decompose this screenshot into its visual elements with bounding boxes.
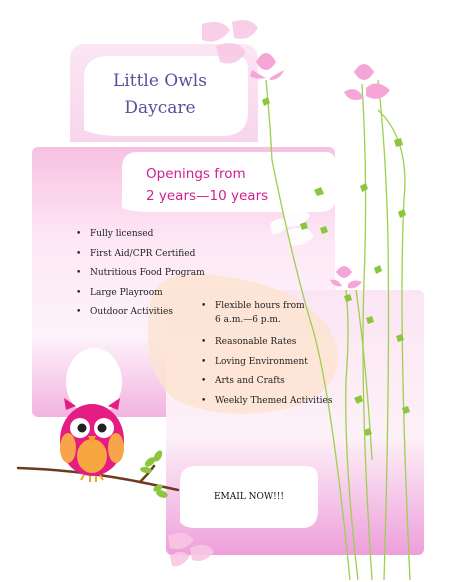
list-item: • Loving Environment — [201, 353, 333, 373]
title-line-2: Daycare — [124, 98, 196, 118]
openings-heading — [146, 163, 268, 207]
features-list-right — [201, 300, 333, 411]
list-item: • Arts and Crafts — [201, 372, 333, 392]
hours-line-1: Flexible hours from — [215, 301, 305, 311]
list-item: • Weekly Themed Activities — [201, 392, 333, 412]
list-item: • Outdoor Activities — [76, 303, 205, 323]
openings-line-1: Openings from — [146, 166, 246, 182]
features-list-left — [76, 225, 205, 323]
openings-line-2: 2 years—10 years — [146, 188, 269, 204]
branch-leaves — [140, 449, 169, 499]
page-title — [100, 68, 220, 122]
list-item-hours — [201, 300, 333, 333]
title-line-1: Little Owls — [113, 71, 207, 91]
hours-line-2: 6 a.m.—6 p.m. — [215, 314, 281, 325]
list-item: • Reasonable Rates — [201, 333, 333, 353]
list-item: • First Aid/CPR Certified — [76, 245, 205, 265]
list-item: • Large Playroom — [76, 284, 205, 304]
email-now-link[interactable]: EMAIL NOW!!! — [213, 492, 285, 502]
list-item: • Fully licensed — [76, 225, 205, 245]
list-item: • Nutritious Food Program — [76, 264, 205, 284]
